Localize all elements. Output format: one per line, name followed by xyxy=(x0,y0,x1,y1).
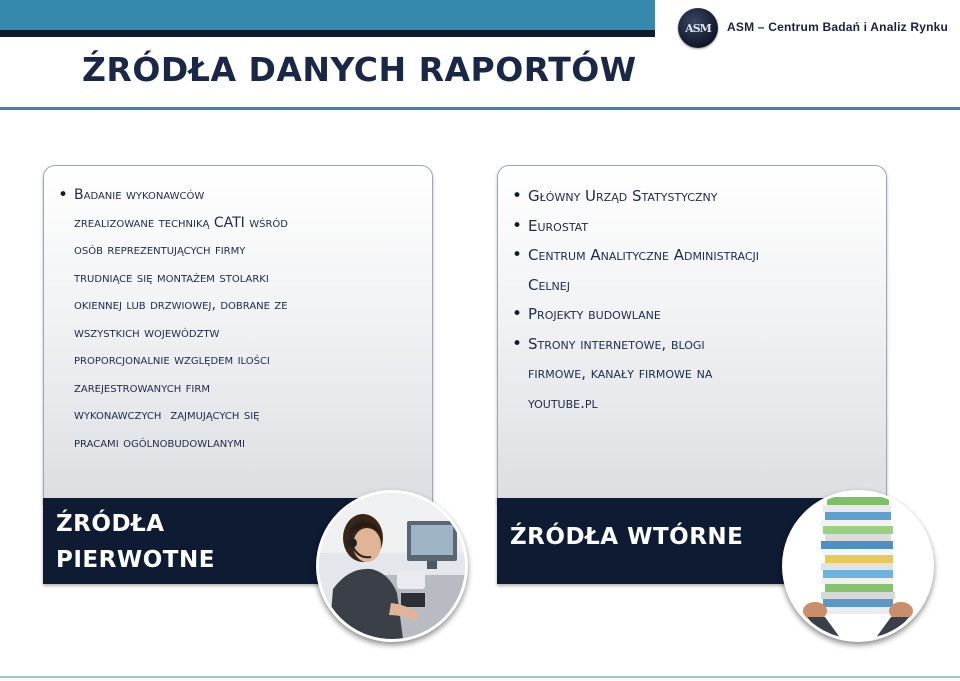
secondary-sources-panel xyxy=(497,165,887,502)
header-dark-bar xyxy=(0,30,655,37)
secondary-source-websites xyxy=(512,330,872,419)
secondary-source-projects xyxy=(512,300,872,330)
primary-line-8: zarejestrowanych firm xyxy=(74,379,210,396)
secondary-label-text: ŹRÓDŁA WTÓRNE xyxy=(510,524,744,550)
secondary-item-5-line-3: youtube.pl xyxy=(528,393,598,412)
primary-line-4: trudniące się montażem stolarki xyxy=(74,269,269,286)
secondary-item-1-line-1: Główny Urząd Statystyczny xyxy=(528,187,718,205)
secondary-source-gus xyxy=(512,182,872,212)
secondary-item-2-line-1: Eurostat xyxy=(528,216,589,235)
primary-line-2: zrealizowane techniką CATI wśród xyxy=(74,214,288,231)
primary-line-1: • Badanie wykonawców xyxy=(74,187,205,203)
secondary-item-5-line-1: • Strony internetowe, blogi xyxy=(528,334,705,353)
primary-line-5: okiennej lub drzwiowej, dobrane ze xyxy=(74,297,288,313)
logo-text: ASM xyxy=(685,21,711,35)
header-accent-bar xyxy=(0,0,655,30)
slide-title: ŹRÓDŁA DANYCH RAPORTÓW xyxy=(82,50,637,89)
primary-line-9: wykonawczych zajmujących się xyxy=(74,407,260,423)
call-center-agent-image xyxy=(316,490,468,642)
footer-divider xyxy=(0,676,960,678)
primary-label-line-2: PIERWOTNE xyxy=(56,547,215,573)
secondary-item-5-line-2: firmowe, kanały firmowe na xyxy=(528,364,713,382)
primary-line-7: proporcjonalnie względem ilości xyxy=(74,352,270,368)
secondary-source-eurostat xyxy=(512,212,872,242)
secondary-item-3-line-1: • Centrum Analityczne Administracji xyxy=(528,246,760,264)
primary-sources-list xyxy=(44,166,432,457)
secondary-item-3-line-2: Celnej xyxy=(528,275,570,294)
primary-sources-panel xyxy=(43,165,433,502)
brand-name: ASM – Centrum Badań i Analiz Rynku xyxy=(727,20,949,34)
primary-source-item xyxy=(58,182,418,457)
stack-of-documents-image xyxy=(782,490,934,642)
asm-logo xyxy=(678,8,718,48)
title-divider xyxy=(0,107,960,110)
primary-label-line-1: ŹRÓDŁA xyxy=(56,511,165,537)
secondary-source-caac xyxy=(512,241,872,300)
secondary-item-4-line-1: Projekty budowlane xyxy=(528,305,661,323)
primary-line-6: wszystkich województw xyxy=(74,324,220,341)
primary-line-10: pracami ogólnobudowlanymi xyxy=(74,434,245,451)
secondary-sources-list xyxy=(498,166,886,418)
primary-line-3: osób reprezentujących firmy xyxy=(74,242,246,258)
